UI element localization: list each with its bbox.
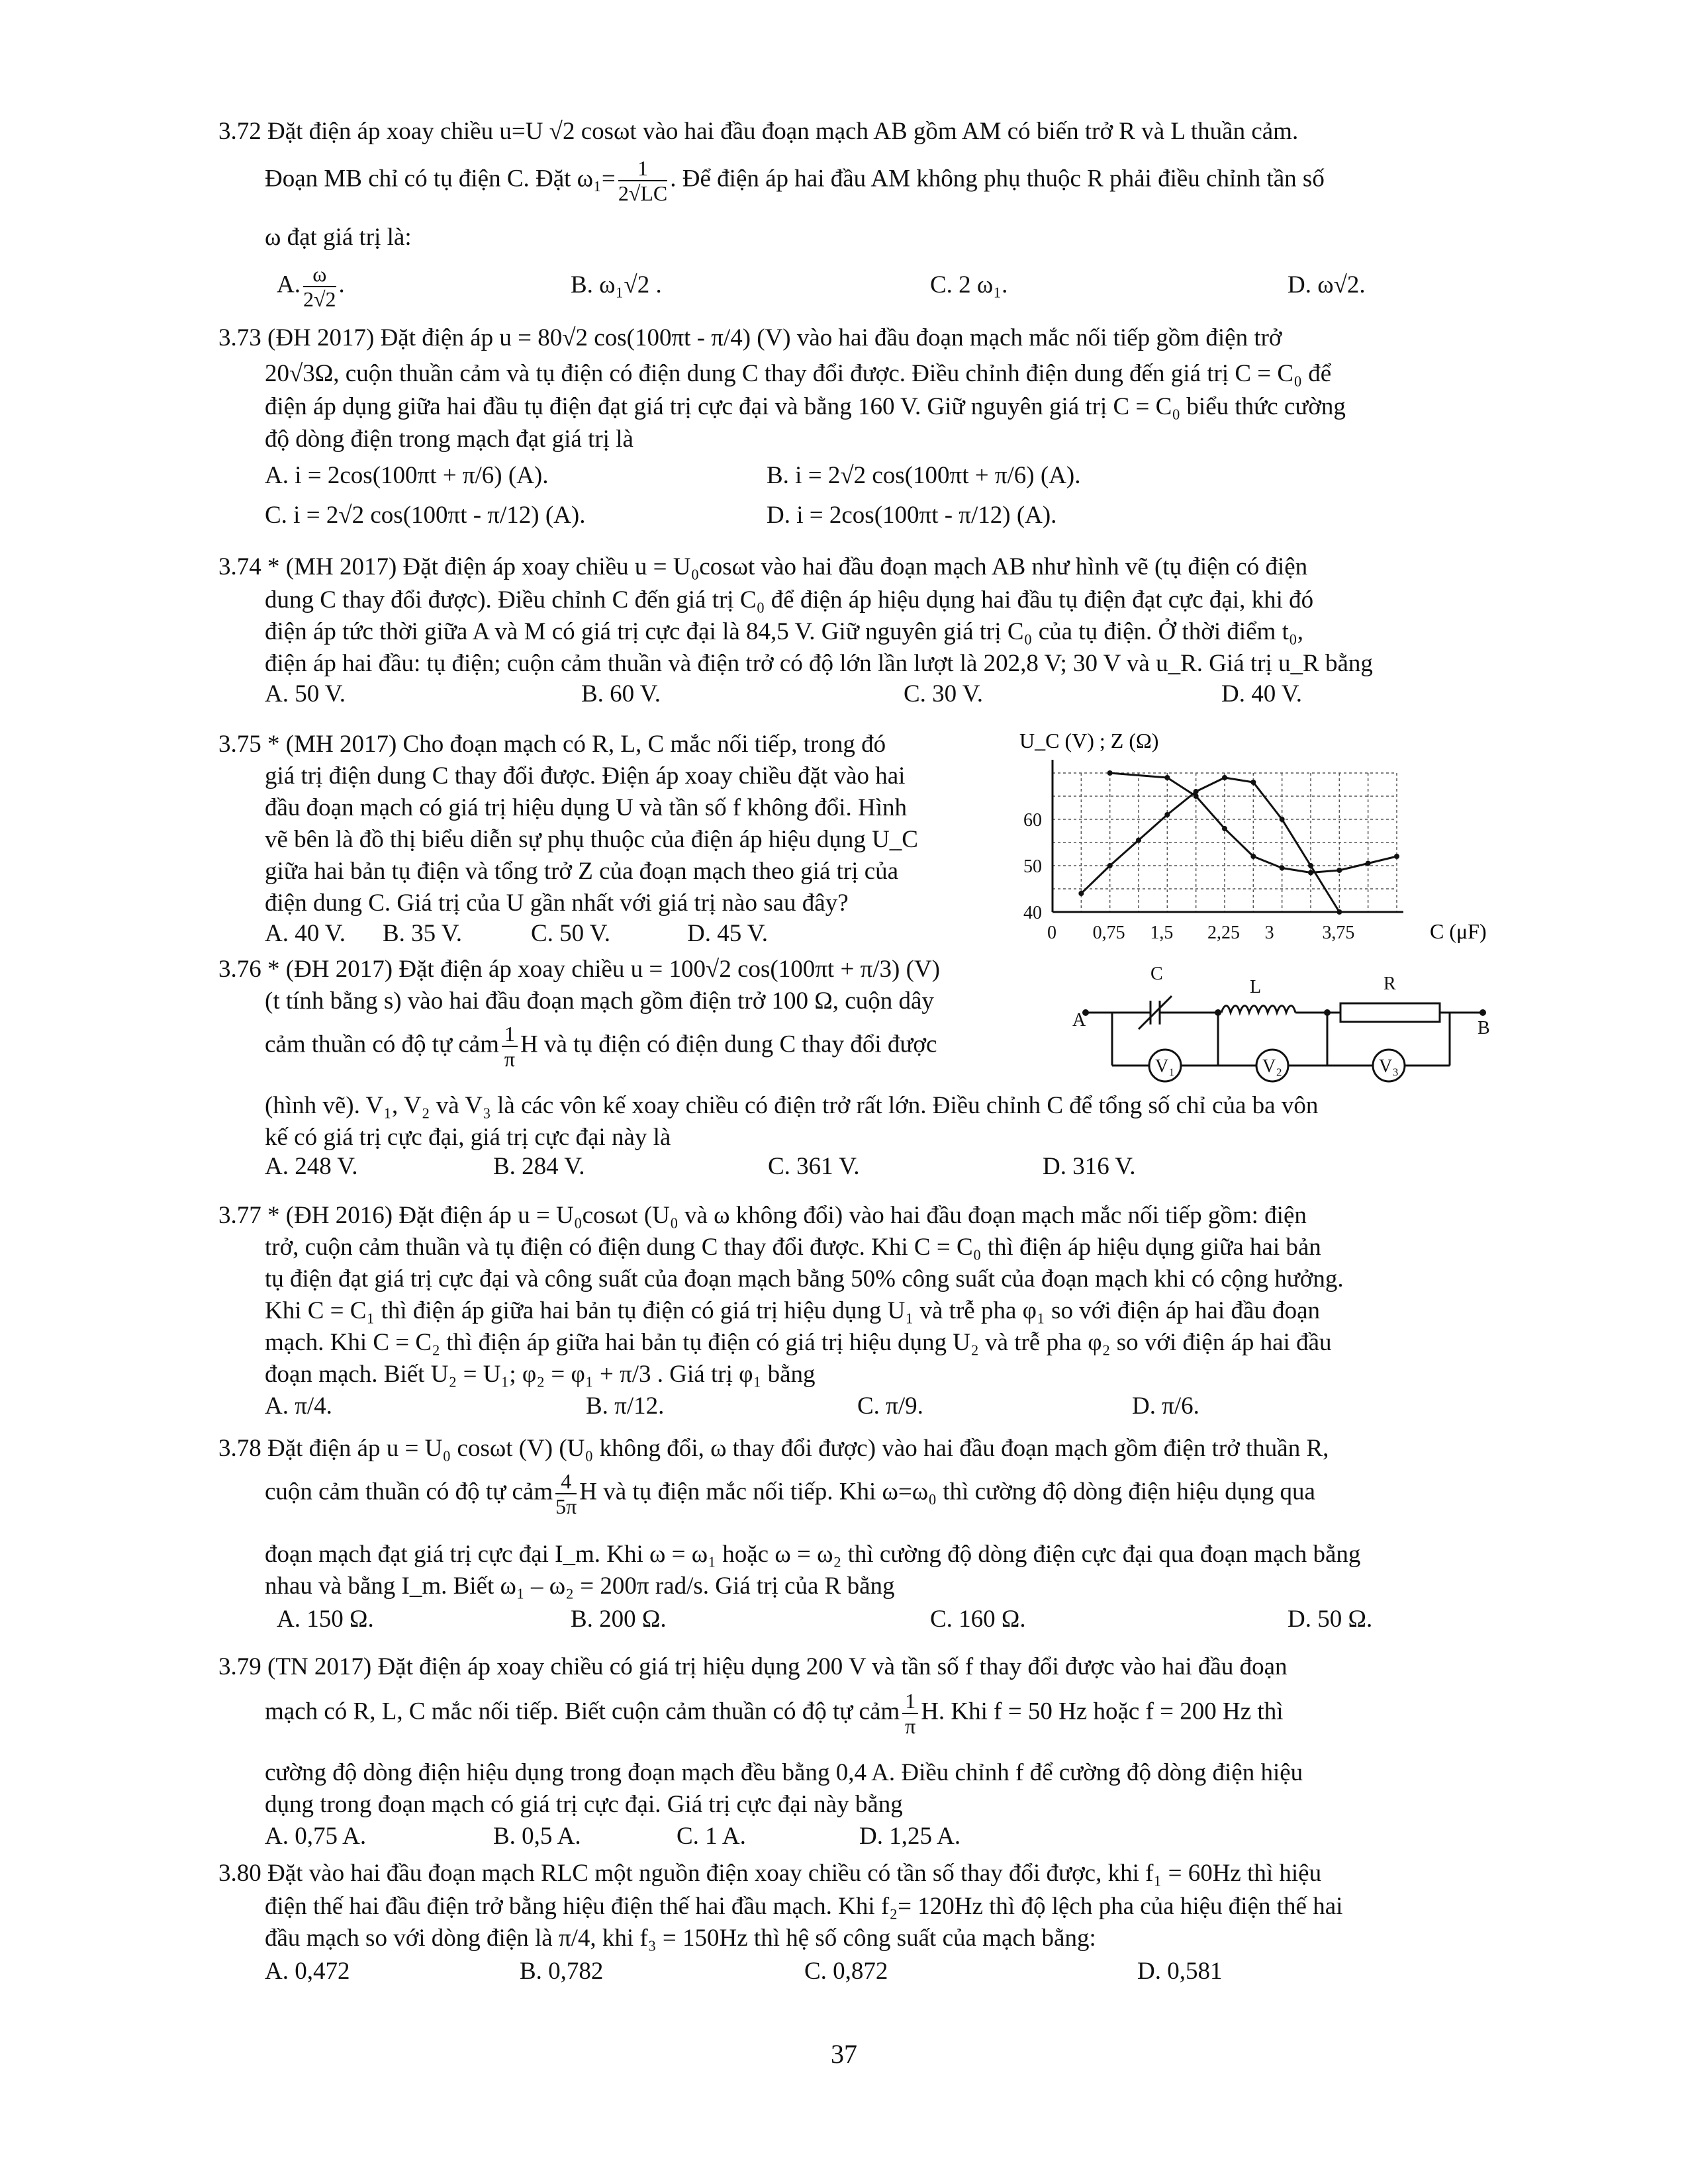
q374-option-a: A. 50 V. [265, 680, 346, 707]
q377-option-d: D. π/6. [1132, 1392, 1199, 1420]
x-tick-label: 3,75 [1322, 923, 1355, 943]
y-tick-label: 40 [1023, 903, 1042, 923]
data-point [1107, 863, 1113, 868]
q377-option-a: A. π/4. [265, 1392, 332, 1420]
q376-option-d: D. 316 V. [1043, 1153, 1136, 1180]
data-point [1250, 780, 1256, 785]
q374-line4: điện áp hai đầu: tụ điện; cuộn cảm thuần và điện trở có độ lớn lần lượt là 202,8 V; 30 V và u_R. Giá trị u_R bằng [265, 650, 1373, 677]
q373-option-d: D. i = 2cos(100πt - π/12) (A). [767, 502, 1057, 529]
q379-option-a: A. 0,75 A. [265, 1823, 367, 1850]
chart-x-label: C (μF) [1430, 919, 1487, 943]
inductor-coil [1221, 1006, 1295, 1013]
q373-line1: 3.73 (ĐH 2017) Đặt điện áp u = 80√2 cos(100πt - π/4) (V) vào hai đầu đoạn mạch mắc nối tiếp gồm điện trở [218, 324, 1282, 351]
q379-option-c: C. 1 A. [677, 1823, 746, 1850]
data-point [1308, 863, 1313, 868]
x-tick-label: 1,5 [1150, 923, 1174, 943]
q376-line3: cảm thuần có độ tự cảm $\frac{1}{\pi}$ H và tụ điện có điện dung C thay đổi được [265, 1022, 937, 1071]
q372-option-a: A. $\frac{\omega}{2√2}$ . [277, 262, 345, 311]
label-v1: V₁ [1155, 1056, 1175, 1077]
q376-line5: kế có giá trị cực đại, giá trị cực đại này là [265, 1124, 671, 1151]
q372-option-d: D. ω√2. [1288, 271, 1366, 298]
data-point [1250, 854, 1256, 859]
q374-option-d: D. 40 V. [1221, 680, 1303, 707]
label-v3: V₃ [1379, 1056, 1399, 1077]
q380-line1: 3.80 Đặt vào hai đầu đoạn mạch RLC một nguồn điện xoay chiều có tần số thay đổi được, khi f₁ = 60Hz thì hiệu [218, 1860, 1322, 1887]
q378-line4: nhau và bằng I_m. Biết ω₁ – ω₂ = 200π rad/s. Giá trị của R bằng [265, 1572, 895, 1600]
label-r: R [1383, 974, 1396, 994]
data-point [1366, 861, 1371, 866]
label-c: C [1150, 964, 1163, 984]
x-tick-label: 3 [1264, 923, 1274, 943]
q374-option-b: B. 60 V. [581, 680, 661, 707]
q378-line3: đoạn mạch đạt giá trị cực đại I_m. Khi ω = ω₁ hoặc ω = ω₂ thì cường độ dòng điện cực đại qua đoạn mạch bằng [265, 1541, 1361, 1568]
q374-line3: điện áp tức thời giữa A và M có giá trị cực đại là 84,5 V. Giữ nguyên giá trị C₀ của tụ điện. Ở thời điểm t₀, [265, 618, 1304, 645]
data-point [1078, 891, 1084, 896]
data-point [1308, 870, 1313, 876]
label-a: A [1072, 1010, 1086, 1030]
q372-option-b: B. ω₁√2 . [571, 271, 662, 298]
x-tick-label: 0,75 [1092, 923, 1125, 943]
q374-line1: 3.74 * (MH 2017) Đặt điện áp xoay chiều u = U₀cosωt vào hai đầu đoạn mạch AB như hình vẽ (tụ điện có điện [218, 553, 1308, 580]
q375-option-c: C. 50 V. [531, 920, 610, 947]
q376-option-c: C. 361 V. [768, 1153, 860, 1180]
data-point [1194, 794, 1199, 799]
data-point [1164, 812, 1170, 817]
x-tick-label: 2,25 [1207, 923, 1240, 943]
q379-line1: 3.79 (TN 2017) Đặt điện áp xoay chiều có giá trị hiệu dụng 200 V và tần số f thay đổi được vào hai đầu đoạn [218, 1653, 1288, 1680]
data-point [1280, 866, 1285, 871]
data-point [1194, 789, 1199, 794]
series-uc-line [1081, 778, 1339, 912]
q380-line2: điện thế hai đầu điện trở bằng hiệu điện thế hai đầu mạch. Khi f₂= 120Hz thì độ lệch pha của hiệu điện thế hai [265, 1893, 1343, 1920]
q375-option-d: D. 45 V. [687, 920, 769, 947]
q380-option-b: B. 0,782 [520, 1958, 604, 1985]
q377-option-c: C. π/9. [857, 1392, 923, 1420]
q377-line4: Khi C = C₁ thì điện áp giữa hai bản tụ điện có giá trị hiệu dụng U₁ và trễ pha φ₁ so với điện áp hai đầu đoạn [265, 1297, 1321, 1324]
q372-line3: ω đạt giá trị là: [265, 224, 412, 251]
q378-line1: 3.78 Đặt điện áp u = U₀ cosωt (V) (U₀ không đổi, ω thay đổi được) vào hai đầu đoạn mạch gồm điện trở thuần R, [218, 1435, 1329, 1462]
q375-option-a: A. 40 V. [265, 920, 346, 947]
q376-line4: (hình vẽ). V₁, V₂ và V₃ là các vôn kế xoay chiều có điện trở rất lớn. Điều chỉnh C để tổng số chỉ của ba vôn [265, 1092, 1319, 1119]
q376-line2: (t tính bằng s) vào hai đầu đoạn mạch gồm điện trở 100 Ω, cuộn dây [265, 987, 934, 1015]
data-point [1336, 868, 1342, 873]
label-v2: V₂ [1262, 1056, 1282, 1077]
q377-line5: mạch. Khi C = C₂ thì điện áp giữa hai bản tụ điện có giá trị hiệu dụng U₂ và trễ pha φ₂ so với điện áp hai đầu [265, 1329, 1332, 1356]
q380-option-d: D. 0,581 [1137, 1958, 1223, 1985]
q373-line2: 20√3Ω, cuộn thuần cảm và tụ điện có điện dung C thay đổi được. Điều chỉnh điện dung đến giá trị C = C₀ để [265, 360, 1332, 387]
q379-fraction: $\frac{1}{\pi}$ [902, 1690, 918, 1737]
q376-option-a: A. 248 V. [265, 1153, 358, 1180]
q379-line4: dụng trong đoạn mạch có giá trị cực đại. Giá trị cực đại này bằng [265, 1791, 903, 1818]
page-number: 37 [831, 2039, 857, 2069]
q376-option-b: B. 284 V. [493, 1153, 585, 1180]
data-point [1394, 854, 1399, 859]
x-tick-label: 0 [1047, 923, 1056, 943]
q375-line2: giá trị điện dung C thay đổi được. Điện áp xoay chiều đặt vào hai [265, 762, 906, 790]
chart-grid [1053, 773, 1397, 912]
y-tick-label: 50 [1023, 856, 1042, 877]
q378-line2: cuộn cảm thuần có độ tự cảm $\frac{4}{5\pi}$ H và tụ điện mắc nối tiếp. Khi ω=ω₀ thì cường độ dòng điện hiệu dụng qua [265, 1469, 1315, 1518]
q380-line3: đầu mạch so với dòng điện là π/4, khi f₃ = 150Hz thì hệ số công suất của mạch bằng: [265, 1925, 1096, 1952]
chart-ticks [1023, 810, 1354, 943]
q374-line2: dung C thay đổi được). Điều chỉnh C đến giá trị C₀ để điện áp hiệu dụng hai đầu tụ điện đạt cực đại, khi đó [265, 586, 1314, 614]
data-point [1136, 838, 1141, 843]
q373-option-c: C. i = 2√2 cos(100πt - π/12) (A). [265, 502, 586, 529]
q380-option-a: A. 0,472 [265, 1958, 350, 1985]
q380-option-c: C. 0,872 [804, 1958, 888, 1985]
q379-option-d: D. 1,25 A. [859, 1823, 961, 1850]
q373-line4: độ dòng điện trong mạch đạt giá trị là [265, 426, 633, 453]
label-l: L [1250, 977, 1262, 997]
data-point [1280, 817, 1285, 822]
data-point [1107, 770, 1113, 776]
circuit-diagram [1072, 960, 1496, 1092]
label-b: B [1477, 1018, 1490, 1038]
q378-option-a: A. 150 Ω. [277, 1606, 374, 1633]
q377-line2: trở, cuộn cảm thuần và tụ điện có điện dung C thay đổi được. Khi C = C₀ thì điện áp hiệu dụng giữa hai bản [265, 1234, 1321, 1261]
q377-line3: tụ điện đạt giá trị cực đại và công suất của đoạn mạch bằng 50% công suất của đoạn mạch khi có cộng hưởng. [265, 1265, 1344, 1293]
q377-option-b: B. π/12. [586, 1392, 665, 1420]
q377-line6: đoạn mạch. Biết U₂ = U₁; φ₂ = φ₁ + π/3 . Giá trị φ₁ bằng [265, 1361, 816, 1388]
q378-fraction: $\frac{4}{5\pi}$ [555, 1469, 577, 1518]
q379-line2: mạch có R, L, C mắc nối tiếp. Biết cuộn cảm thuần có độ tự cảm $\frac{1}{\pi}$ H. Khi f = 50 Hz hoặc f = 200 Hz thì [265, 1689, 1284, 1738]
resistor [1340, 1003, 1440, 1022]
q375-line4: vẽ bên là đồ thị biểu diễn sự phụ thuộc của điện áp hiệu dụng U_C [265, 826, 918, 853]
q374-option-c: C. 30 V. [904, 680, 983, 707]
q378-option-d: D. 50 Ω. [1288, 1606, 1373, 1633]
q378-option-b: B. 200 Ω. [571, 1606, 667, 1633]
q376-line1: 3.76 * (ĐH 2017) Đặt điện áp xoay chiều u = 100√2 cos(100πt + π/3) (V) [218, 956, 940, 983]
q377-line1: 3.77 * (ĐH 2016) Đặt điện áp u = U₀cosωt (U₀ và ω không đổi) vào hai đầu đoạn mạch mắc nối tiếp gồm: điện [218, 1202, 1307, 1229]
data-point [1336, 909, 1342, 915]
q376-fraction: $\frac{1}{\pi}$ [502, 1023, 518, 1069]
q372-fraction: $\frac{1}{2√LC}$ [618, 156, 668, 205]
chart-y-label: U_C (V) ; Z (Ω) [1019, 729, 1159, 752]
q375-line5: giữa hai bản tụ điện và tổng trở Z của đoạn mạch theo giá trị của [265, 858, 899, 885]
data-point [1222, 826, 1227, 831]
q372-option-c: C. 2 ω₁. [930, 271, 1008, 298]
q375-line6: điện dung C. Giá trị của U gần nhất với giá trị nào sau đây? [265, 889, 849, 917]
q375-option-b: B. 35 V. [383, 920, 462, 947]
q379-option-b: B. 0,5 A. [493, 1823, 581, 1850]
q375-line3: đầu đoạn mạch có giá trị hiệu dụng U và tần số f không đổi. Hình [265, 794, 908, 821]
q375-line1: 3.75 * (MH 2017) Cho đoạn mạch có R, L, C mắc nối tiếp, trong đó [218, 731, 886, 758]
data-point [1164, 775, 1170, 780]
data-point [1222, 775, 1227, 780]
q373-line3: điện áp dụng giữa hai đầu tụ điện đạt giá trị cực đại và bằng 160 V. Giữ nguyên giá trị C = C₀ biểu thức cường [265, 393, 1346, 420]
y-tick-label: 60 [1023, 810, 1042, 831]
q378-option-c: C. 160 Ω. [930, 1606, 1026, 1633]
q373-option-a: A. i = 2cos(100πt + π/6) (A). [265, 462, 549, 489]
q372-line2: Đoạn MB chỉ có tụ điện C. Đặt ω₁= $\frac{1}{2√LC}$ . Để điện áp hai đầu AM không phụ thuộc R phải điều chỉnh tần số [265, 156, 1325, 205]
q373-option-b: B. i = 2√2 cos(100πt + π/6) (A). [767, 462, 1081, 489]
q372-line1: 3.72 Đặt điện áp xoay chiều u=U √2 cosωt vào hai đầu đoạn mạch AB gồm AM có biến trở R và L thuần cảm. [218, 118, 1299, 145]
q379-line3: cường độ dòng điện hiệu dụng trong đoạn mạch đều bằng 0,4 A. Điều chỉnh f để cường độ dòng điện hiệu [265, 1759, 1303, 1786]
uc-z-chart [1006, 728, 1509, 946]
